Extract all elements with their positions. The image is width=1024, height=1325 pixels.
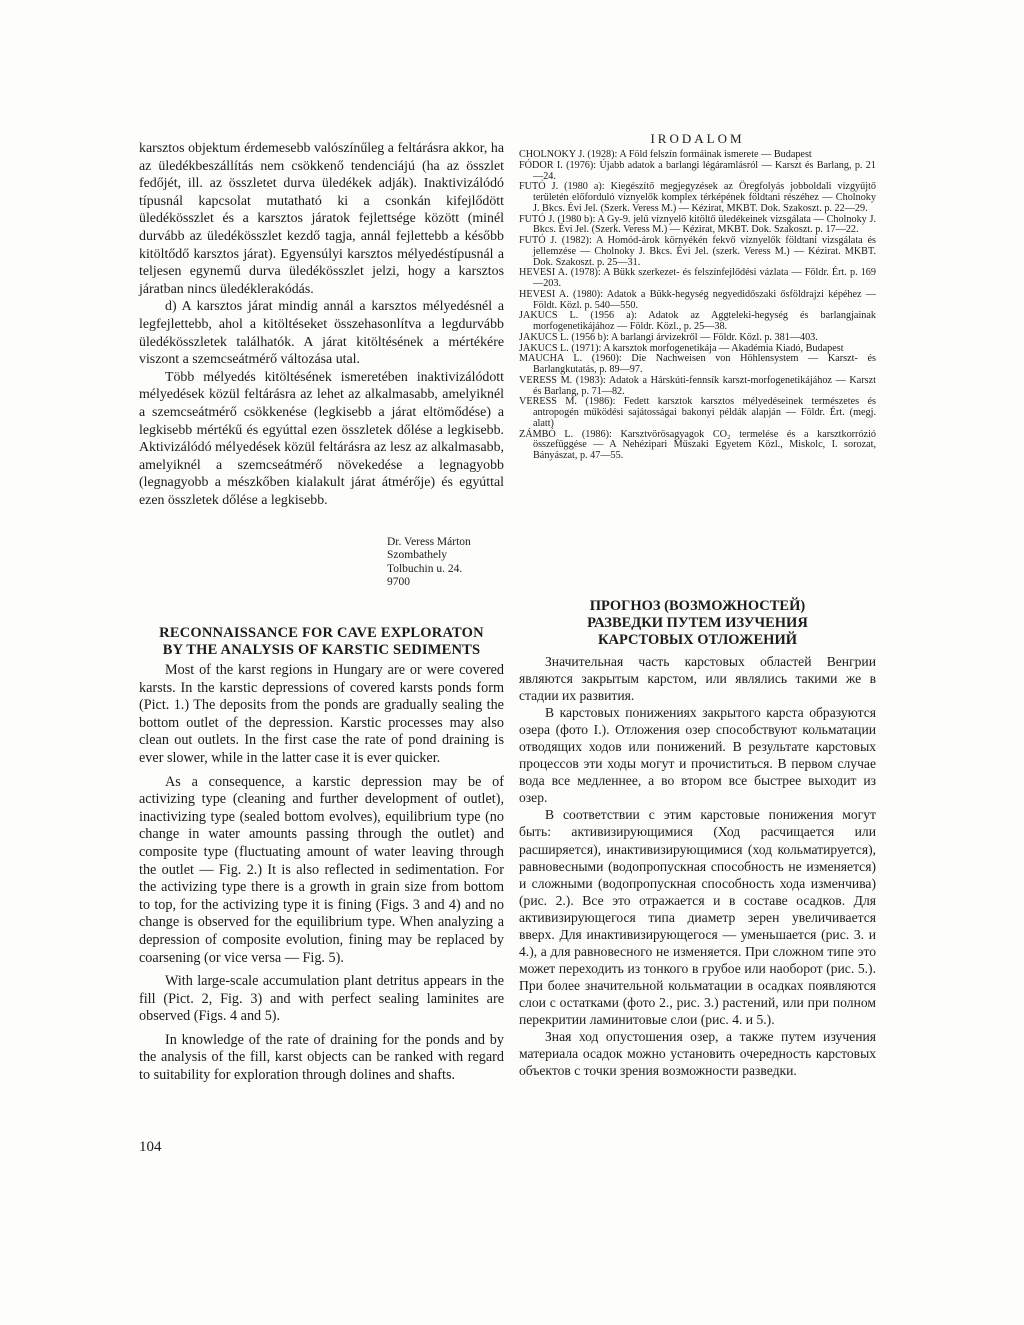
reference-item: HEVESI A. (1978): A Bükk szerkezet- és felszínfejlődési vázlata — Földr. Ért. p. 169—203. xyxy=(519,267,876,289)
russian-title-line: РАЗВЕДКИ ПУТЕМ ИЗУЧЕНИЯ xyxy=(587,615,808,631)
english-paragraph: Most of the karst regions in Hungary are or were covered karsts. In the karstic depressions of covered karsts ponds form (Pict. 1.) The deposits from the ponds are gradually sealing the bottom outlet of the depression. Karstic processes may also clean out outlets. In the first case the rate of pond draining is ever slower, while in the latter case it is ever quicker. xyxy=(139,662,504,766)
reference-item: HEVESI A. (1980): Adatok a Bükk-hegység negyedidőszaki ősföldrajzi képéhez — Földt. Közl. p. 540—550. xyxy=(519,288,876,311)
english-paragraph: In knowledge of the rate of draining for the ponds and by the analysis of the fill, karst objects can be ranked with regard to suitability for exploration through dolines and shafts. xyxy=(139,1031,504,1084)
russian-title-line: КАРСТОВЫХ ОТЛОЖЕНИЙ xyxy=(597,632,798,648)
reference-item: CHOLNOKY J. (1928): A Föld felszín formáinak ismerete — Budapest xyxy=(519,149,812,160)
english-title-line: BY THE ANALYSIS OF KARSTIC SEDIMENTS xyxy=(162,642,481,658)
russian-summary-text xyxy=(519,653,876,1079)
english-paragraph: With large-scale accumulation plant detritus appears in the fill (Pict. 2, Fig. 3) and with perfect sealing laminites are observed (Figs. 4 and 5). xyxy=(139,973,504,1025)
page-number: 104 xyxy=(139,1139,162,1155)
reference-item: JAKUCS L. (1956 a): Adatok az Aggteleki-hegység és barlangjainak morfogenetikájához — Földr. Közl., p. 25—38. xyxy=(519,310,876,332)
hungarian-paragraph: Több mélyedés kitöltésének ismeretében inaktivizálódott mélyedések közül feltárásra az lehet az alkalmasabb, amelyiknél a szemcseátmérő csökkenése (legkisebb a járat eltömődése) a legkisebb mértékű és egyúttal ezen összletek dőlése a legkisebb. Aktivizálódó mélyedések közül feltárásra az lesz az alkalmasabb, amelyiknél a szemcseátmérő növekedése a legnagyobb (legnagyobb a mészkőben kialakult járat átmérője) és egyúttal ezen összletek dőlése a legkisebb. xyxy=(139,369,504,508)
russian-title-line: ПРОГНОЗ (ВОЗМОЖНОСТЕЙ) xyxy=(589,598,806,614)
references-list xyxy=(519,150,876,462)
reference-item: ZÁMBÓ L. (1986): Karsztvörösagyagok CO₂ termelése és a karsztkorrózió összefüggése — A Nehézipari Műszaki Egyetem Közl., Miskolc, I. sorozat, Bányászat, p. 47—55. xyxy=(519,428,876,461)
english-paragraph: As a consequence, a karstic depression may be of activizing type (cleaning and further development of outlet), inactivizing type (sealed bottom evolves), equilibrium type (no change in water amounts passing through the outlet) and composite type (fluctuating amount of water leaving through the outlet — Fig. 2.) It is also reflected in sedimentation. For the activizing type there is a growth in grain size from bottom to top, for the activizing type it is fining (Figs. 3 and 4) and no change is observed for the equilibrium type. When analyzing a depression of composite evolution, fining may be replaced by coarsening (or vice versa — Fig. 5). xyxy=(139,773,504,966)
reference-item: MAUCHA L. (1960): Die Nachweisen von Höhlensystem — Karszt- és Barlangkutatás, p. 89—97. xyxy=(519,353,876,375)
author-signature xyxy=(387,536,471,590)
english-summary-text xyxy=(139,662,504,1085)
russian-paragraph: Зная ход опустошения озер, а также путем изучения материала осадок можно установить очередность карстовых объектов с точки зрения возможности разведки. xyxy=(519,1029,876,1079)
russian-summary-title xyxy=(519,598,876,649)
reference-item: JAKUCS L. (1971): A karsztok morfogenetikája — Akadémia Kiadó, Budapest xyxy=(519,342,844,354)
author-street: Tolbuchin u. 24. xyxy=(387,562,463,575)
russian-paragraph: В соответствии с этим карстовые понижения могут быть: активизирующимися (Ход расчищается или расширяется), инактивизирующимися (ход кольматируется), равновесными (водопропускная способность не изменяется) и сложными (водопропускная способность хода изменчива) (рис. 2.). Все это отражается и в составе осадков. Для активизирующегося типа диаметр зерен увеличивается вверх. Для инактивизирующегося — уменьшается (рис. 3. и 4.), а для равновесного не изменяется. При сложном типе это может переходить из тонкого в грубое или наоборот (рис. 5.). При более значительной кольматации в осадках появляются слои с остатками (фото 2., рис. 3.) растений, или при полном перекритии ламинитовые слои (рис. 4. и 5.). xyxy=(519,807,876,1027)
references-title: IRODALOM xyxy=(650,131,745,146)
reference-item: JAKUCS L. (1956 b): A barlangi árvizekről — Földr. Közl. p. 381—403. xyxy=(519,331,818,343)
author-name: Dr. Veress Márton xyxy=(387,536,471,548)
author-postcode: 9700 xyxy=(387,576,410,589)
reference-item: VERESS M. (1986): Fedett karsztok karsztos mélyedéseinek természetes és antropogén működési sajátosságai bakonyi példák alapján — Földr. Ért. (megj. alatt) xyxy=(519,396,876,429)
russian-paragraph: В карстовых понижениях закрытого карста образуются озера (фото I.). Отложения озер способствуют кольматации отводящих ходов или понижений. В результате карстовых процессов эти ходы могут и прочиститься. В первом случае вода все медленнее, а во втором все быстрее выходит из озер. xyxy=(519,705,876,806)
reference-item: FUTÓ J. (1980 a): Kiegészítő megjegyzések az Öregfolyás jobboldali vízgyűjtő területén előforduló víznyelők komplex térképének földtani részéhez — Cholnoky J. Bkcs. Évi Jel. (Szerk. Veress M.) — Kézirat, MKBT. Dok. Szakoszt. p. 22—29. xyxy=(519,181,876,214)
english-summary-title xyxy=(139,625,504,659)
hungarian-paragraph: karsztos objektum érdemesebb valószínűleg a feltárásra akkor, ha az üledékbeszállítás nem csökkenő tendenciájú (ha az összlet fedőjét, ill. az összletet durva üledékek adják). Inaktivizálódó típusnál kapcsolat mutatható ki a csonkán kifejlődött üledékösszlet és a karsztos járatok fejlettsége között (minél durvább az üledékösszlet kezdő tagja, annál fejlettebb a később kitöltődő karsztos járat). Egyensúlyi karsztos mélyedéstípusnál a teljesen egynemű durva üledékösszlet jelzi, hogy a karsztos járatban nincs üledéklerakódás. xyxy=(139,141,504,297)
author-city: Szombathely xyxy=(387,549,448,562)
reference-item: VERESS M. (1983): Adatok a Hárskúti-fennsík karszt-morfogenetikájához — Karszt és Barlang, p. 71—82. xyxy=(519,374,876,397)
russian-paragraph: Значительная часть карстовых областей Венгрии являются закрытым карстом, или являлись такими же в стадии их развития. xyxy=(519,654,876,704)
reference-item: FUTÓ J. (1980 b): A Gy-9. jelű víznyelő kitöltő üledékeinek vizsgálata — Cholnoky J. Bkcs. Évi Jel. (Szerk. Veress M.) — Kézirat, MKBT. Dok. Szakoszt. p. 17—22. xyxy=(519,213,876,236)
hungarian-text-block xyxy=(139,140,504,509)
reference-item: FUTÓ J. (1982): A Homód-árok környékén fekvő víznyelők földtani vizsgálata és jellemzése — Cholnoky J. Bkcs. Évi Jel. (szerk. Veress M.) — Kézirat. MKBT. Dok. Szakoszt. p. 25—31. xyxy=(519,235,876,268)
hungarian-paragraph: d) A karsztos járat mindig annál a karsztos mélyedésnél a legfejlettebb, ahol a kitöltéseket összehasonlítva a legdurvább üledékösszletek találhatók. A járat kitöltésének a mértékére viszont a szemcseátmérő változása utal. xyxy=(139,299,504,368)
reference-item: FÓDOR I. (1976): Újabb adatok a barlangi légáramlásról — Karszt és Barlang, p. 21—24. xyxy=(519,159,876,182)
english-title-line: RECONNAISSANCE FOR CAVE EXPLORATON xyxy=(159,625,484,641)
